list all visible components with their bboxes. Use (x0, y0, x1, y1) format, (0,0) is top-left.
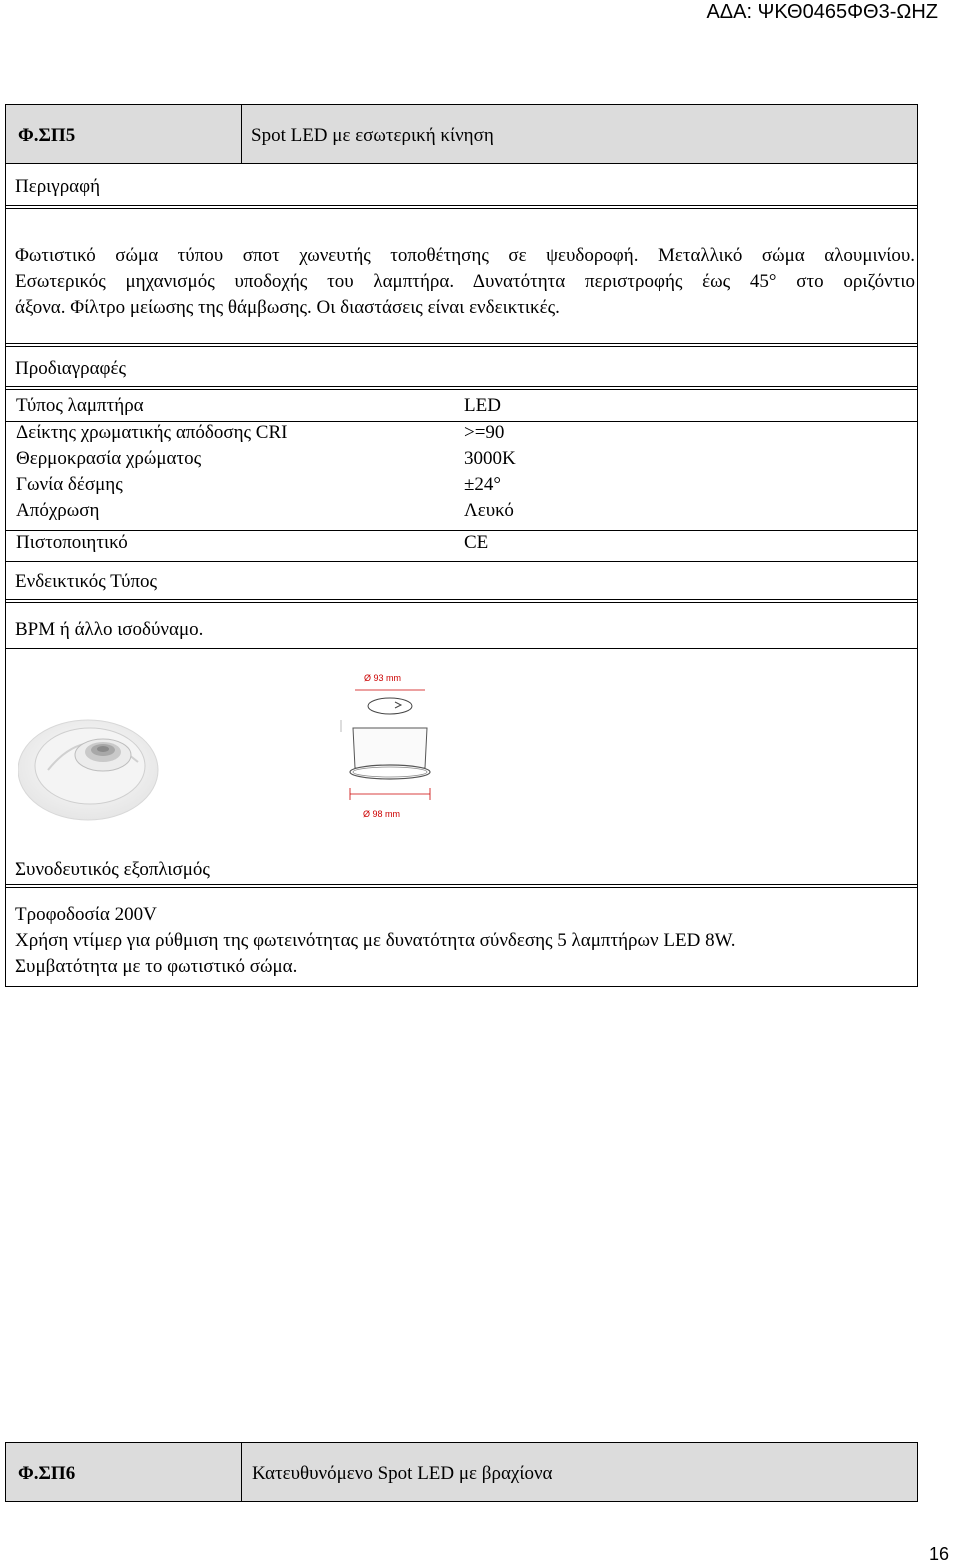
spotlight-photo (18, 700, 168, 830)
row-divider (5, 648, 918, 649)
item-header-fsp6 (5, 1442, 918, 1502)
spec-value: Λευκό (464, 500, 514, 521)
spec-value: LED (464, 395, 501, 416)
page-number: 16 (928, 1544, 949, 1564)
description-heading: Περιγραφή (15, 176, 101, 197)
item-title: Κατευθυνόμενο Spot LED με βραχίονα (252, 1463, 553, 1484)
description-text (15, 243, 915, 321)
ada-code: ΑΔΑ: ΨΚΘ0465ΦΘ3-ΩΗΖ (706, 1, 938, 23)
section-divider (5, 599, 918, 603)
spec-row (5, 421, 918, 447)
item-header-fsp5 (5, 104, 918, 164)
spec-value: 3000K (464, 448, 516, 469)
section-divider (5, 884, 918, 888)
equipment-line: Τροφοδοσία 200V (15, 904, 157, 925)
indicative-text: BPM ή άλλο ισοδύναμο. (15, 619, 204, 640)
description-line: Εσωτερικός μηχανισμός υποδοχής του λαμπτήρα. Δυνατότητα περιστροφής έως 45° στο οριζόντιο (15, 271, 915, 292)
spec-row (5, 473, 918, 499)
spec-row (5, 447, 918, 473)
dimension-bottom-label: Ø 98 mm (363, 809, 401, 819)
spec-value: ±24° (464, 474, 502, 495)
section-divider (5, 205, 918, 209)
spec-value: >=90 (464, 422, 505, 443)
section-divider (5, 343, 918, 347)
spec-row (5, 499, 918, 525)
item-code: Φ.ΣΠ6 (18, 1463, 76, 1484)
equipment-text (15, 902, 915, 980)
header-divider (241, 105, 242, 163)
spec-row (5, 531, 918, 557)
description-line: άξονα. Φίλτρο μείωσης της θάμβωσης. Οι διαστάσεις είναι ενδεικτικές. (15, 297, 560, 318)
dimension-top-label: Ø 93 mm (364, 673, 402, 683)
specs-heading: Προδιαγραφές (15, 358, 127, 379)
row-divider (5, 561, 918, 562)
equipment-line: Χρήση ντίμερ για ρύθμιση της φωτεινότητας με δυνατότητα σύνδεσης 5 λαμπτήρων LED 8W. (15, 930, 736, 951)
spec-value: CE (464, 532, 489, 553)
section-divider (5, 386, 918, 390)
item-code: Φ.ΣΠ5 (18, 125, 76, 146)
spec-row (5, 394, 918, 420)
spec-label: Γωνία δέσμης (16, 474, 123, 495)
spec-label: Θερμοκρασία χρώματος (16, 448, 202, 469)
spec-label: Τύπος λαμπτήρα (16, 395, 144, 416)
header-divider (241, 1443, 242, 1501)
dimension-drawing (335, 670, 445, 830)
equipment-heading: Συνοδευτικός εξοπλισμός (15, 859, 210, 880)
spec-label: Δείκτης χρωματικής απόδοσης CRI (16, 422, 288, 443)
description-line: Φωτιστικό σώμα τύπου σποτ χωνευτής τοποθέτησης σε ψευδοροφή. Μεταλλικό σώμα αλουμινίου. (15, 245, 915, 266)
item-title: Spot LED με εσωτερική κίνηση (251, 125, 494, 146)
equipment-line: Συμβατότητα με το φωτιστικό σώμα. (15, 956, 298, 977)
spec-label: Πιστοποιητικό (16, 532, 128, 553)
spec-label: Απόχρωση (16, 500, 100, 521)
indicative-heading: Ενδεικτικός Τύπος (15, 571, 158, 592)
